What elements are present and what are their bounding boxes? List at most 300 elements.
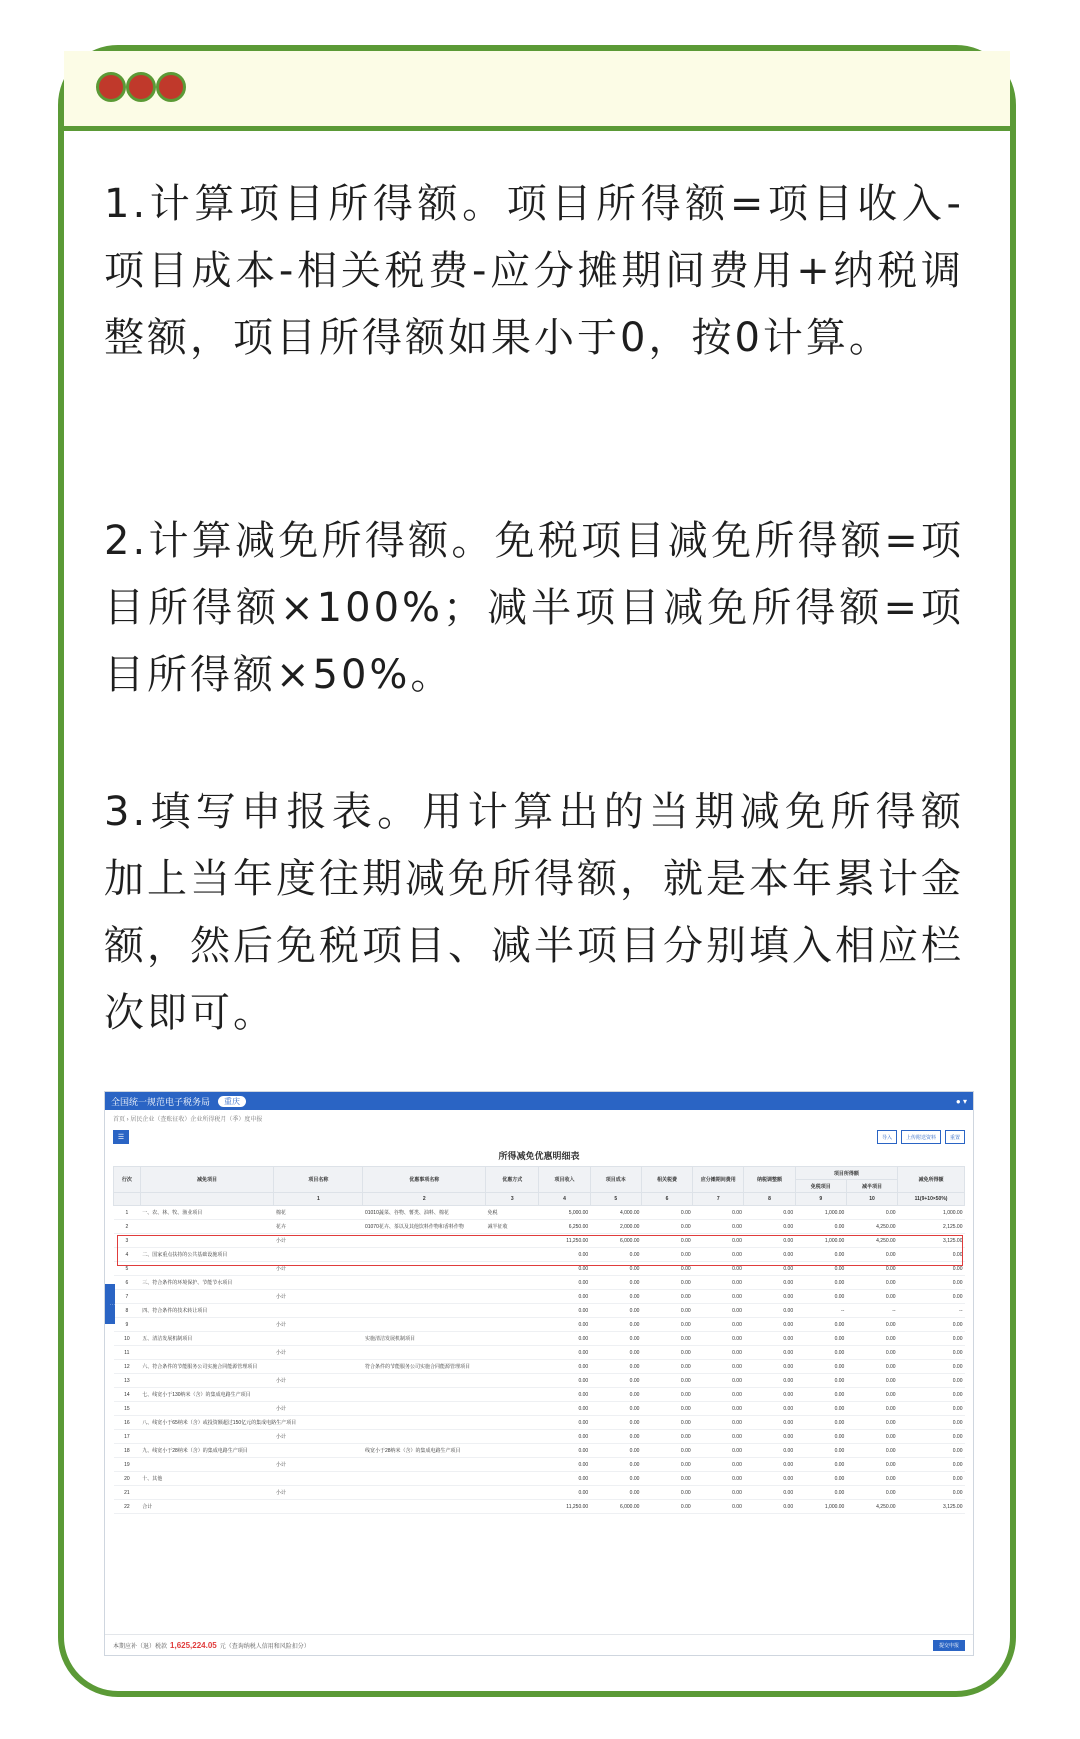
- table-cell[interactable]: [485, 1360, 538, 1374]
- table-cell[interactable]: [485, 1444, 538, 1458]
- table-title: 所得减免优惠明细表: [498, 1151, 580, 1161]
- header-cell: 优惠方式: [485, 1167, 538, 1193]
- table-cell[interactable]: [363, 1290, 486, 1304]
- table-cell: 0.00: [590, 1472, 641, 1486]
- table-cell[interactable]: [363, 1276, 486, 1290]
- table-cell[interactable]: [485, 1430, 538, 1444]
- column-number-cell: 7: [693, 1193, 744, 1206]
- table-cell: 5,000.00: [539, 1206, 590, 1220]
- table-row: [114, 1360, 965, 1374]
- table-row: [114, 1374, 965, 1388]
- table-cell: 0.00: [898, 1290, 965, 1304]
- table-cell: 0.00: [693, 1304, 744, 1318]
- table-cell: 0.00: [590, 1458, 641, 1472]
- table-cell: 0.00: [898, 1402, 965, 1416]
- header-cell: 相关税费: [641, 1167, 692, 1193]
- table-cell: --: [846, 1304, 897, 1318]
- table-cell[interactable]: 小计: [274, 1458, 363, 1472]
- dot-icon: [126, 72, 156, 102]
- table-cell: 0.00: [898, 1360, 965, 1374]
- table-cell: 0.00: [898, 1346, 965, 1360]
- table-cell: 合计: [140, 1500, 274, 1514]
- header-cell: 项目名称: [274, 1167, 363, 1193]
- table-cell: 4: [114, 1248, 141, 1262]
- table-cell: 0.00: [539, 1388, 590, 1402]
- table-cell: 0.00: [846, 1486, 897, 1500]
- table-cell[interactable]: [485, 1388, 538, 1402]
- table-cell: 0.00: [539, 1290, 590, 1304]
- table-cell[interactable]: [485, 1304, 538, 1318]
- table-cell: 0.00: [795, 1276, 846, 1290]
- table-cell: 0.00: [539, 1444, 590, 1458]
- table-cell: 0.00: [590, 1388, 641, 1402]
- user-menu[interactable]: ● ▾: [955, 1096, 967, 1106]
- table-cell: 0.00: [641, 1374, 692, 1388]
- table-cell: 2,125.00: [898, 1220, 965, 1234]
- table-cell: 0.00: [795, 1374, 846, 1388]
- table-cell: 0.00: [693, 1360, 744, 1374]
- table-cell: 0.00: [898, 1486, 965, 1500]
- table-cell[interactable]: 01010蔬菜、谷物、薯类、油料、棉花: [363, 1206, 486, 1220]
- table-cell: 0.00: [693, 1276, 744, 1290]
- table-cell: 四、符合条件的技术转让项目: [140, 1304, 274, 1318]
- table-cell: 0.00: [693, 1402, 744, 1416]
- table-cell: --: [898, 1304, 965, 1318]
- app-topbar: [105, 1092, 973, 1110]
- table-cell[interactable]: [274, 1304, 363, 1318]
- table-cell: 十、其他: [140, 1472, 274, 1486]
- dot-icon: [96, 72, 126, 102]
- table-cell[interactable]: [485, 1416, 538, 1430]
- footer-label: 本期应补（退）税款: [113, 1643, 168, 1650]
- table-cell: 0.00: [744, 1402, 795, 1416]
- table-cell: 八、线宽小于65纳米（含）或投资额超过150亿元的集成电路生产项目: [140, 1416, 274, 1430]
- table-cell: 0.00: [539, 1430, 590, 1444]
- table-cell: 6,000.00: [590, 1234, 641, 1248]
- table-cell: 0.00: [846, 1318, 897, 1332]
- table-cell: 2,000.00: [590, 1220, 641, 1234]
- table-cell: 0.00: [898, 1332, 965, 1346]
- table-cell[interactable]: [274, 1276, 363, 1290]
- footer-note: （查询纳税人信用和风险扣分）: [225, 1643, 310, 1650]
- table-cell: 0.00: [795, 1290, 846, 1304]
- table-cell: 6: [114, 1276, 141, 1290]
- table-cell[interactable]: 免税: [485, 1206, 538, 1220]
- table-cell: 0.00: [846, 1332, 897, 1346]
- table-cell[interactable]: [485, 1472, 538, 1486]
- region-badge[interactable]: 重庆: [218, 1096, 246, 1107]
- reset-button[interactable]: 重置: [945, 1130, 965, 1144]
- table-cell: 0.00: [898, 1262, 965, 1276]
- table-cell: 0.00: [744, 1388, 795, 1402]
- table-cell: 0.00: [795, 1416, 846, 1430]
- table-cell: 0.00: [539, 1458, 590, 1472]
- table-cell: 4,000.00: [590, 1206, 641, 1220]
- table-cell[interactable]: [274, 1500, 363, 1514]
- table-cell: 0.00: [641, 1472, 692, 1486]
- table-cell[interactable]: 符合条件的节能服务公司实施合同能源管理项目: [363, 1360, 486, 1374]
- table-cell: 0.00: [795, 1360, 846, 1374]
- header-cell: 纳税调整额: [744, 1167, 795, 1193]
- table-cell: 0.00: [641, 1416, 692, 1430]
- table-cell: 0.00: [641, 1262, 692, 1276]
- column-number-cell: 2: [363, 1193, 486, 1206]
- table-cell: 0.00: [641, 1360, 692, 1374]
- table-cell: 0.00: [641, 1248, 692, 1262]
- table-cell: 8: [114, 1304, 141, 1318]
- table-cell: [140, 1402, 274, 1416]
- table-cell: 0.00: [898, 1318, 965, 1332]
- upload-button[interactable]: 上传附送资料: [901, 1130, 941, 1144]
- table-cell: 0.00: [898, 1276, 965, 1290]
- table-cell[interactable]: 小计: [274, 1486, 363, 1500]
- table-cell: 0.00: [744, 1486, 795, 1500]
- table-cell: 0.00: [744, 1430, 795, 1444]
- table-cell: [140, 1458, 274, 1472]
- table-cell: 0.00: [846, 1430, 897, 1444]
- column-number-cell: 9: [795, 1193, 846, 1206]
- table-cell: 1,000.00: [898, 1206, 965, 1220]
- table-cell: 1,000.00: [795, 1206, 846, 1220]
- table-cell: 21: [114, 1486, 141, 1500]
- table-cell: 0.00: [846, 1458, 897, 1472]
- highlight-box: [117, 1235, 963, 1266]
- table-cell: 17: [114, 1430, 141, 1444]
- table-cell: 0.00: [590, 1444, 641, 1458]
- table-cell: 0.00: [846, 1402, 897, 1416]
- table-cell[interactable]: [363, 1388, 486, 1402]
- column-number-cell: 6: [641, 1193, 692, 1206]
- header-cell: 行次: [114, 1167, 141, 1193]
- table-row: [114, 1276, 965, 1290]
- table-cell[interactable]: 小计: [274, 1346, 363, 1360]
- table-cell: 0.00: [590, 1416, 641, 1430]
- header-cell: 减半项目: [846, 1180, 897, 1193]
- table-cell: 0.00: [693, 1346, 744, 1360]
- table-cell: 0.00: [744, 1332, 795, 1346]
- dot-icon: [156, 72, 186, 102]
- table-cell: 16: [114, 1416, 141, 1430]
- table-cell[interactable]: [363, 1318, 486, 1332]
- table-cell: 0.00: [539, 1318, 590, 1332]
- side-tab[interactable]: ⋮: [105, 1284, 115, 1324]
- table-cell: 0.00: [744, 1444, 795, 1458]
- footer-bar: [105, 1634, 973, 1655]
- card: [58, 45, 1016, 1697]
- table-row: [114, 1430, 965, 1444]
- table-cell: 12: [114, 1360, 141, 1374]
- table-cell: 0.00: [590, 1276, 641, 1290]
- table-cell[interactable]: [363, 1402, 486, 1416]
- table-cell: 0.00: [590, 1290, 641, 1304]
- table-cell: 0.00: [846, 1416, 897, 1430]
- table-cell: 九、线宽小于28纳米（含）的集成电路生产项目: [140, 1444, 274, 1458]
- table-cell: 0.00: [744, 1220, 795, 1234]
- table-cell: 0.00: [846, 1206, 897, 1220]
- table-cell[interactable]: [363, 1304, 486, 1318]
- table-cell: 1: [114, 1206, 141, 1220]
- table-row: [114, 1220, 965, 1234]
- column-number-cell: 8: [744, 1193, 795, 1206]
- table-cell: 0.00: [539, 1472, 590, 1486]
- table-cell: 0.00: [795, 1472, 846, 1486]
- table-cell[interactable]: [485, 1486, 538, 1500]
- table-cell[interactable]: [274, 1472, 363, 1486]
- table-cell: 0.00: [590, 1318, 641, 1332]
- data-table: [113, 1166, 965, 1514]
- table-cell: 0.00: [539, 1262, 590, 1276]
- column-number-cell: 5: [590, 1193, 641, 1206]
- table-cell[interactable]: [363, 1430, 486, 1444]
- table-cell: 0.00: [539, 1332, 590, 1346]
- table-cell: 0.00: [641, 1220, 692, 1234]
- table-cell: 一、农、林、牧、渔业项目: [140, 1206, 274, 1220]
- table-row: [114, 1388, 965, 1402]
- table-cell: 0.00: [693, 1430, 744, 1444]
- table-cell: 11,250.00: [539, 1500, 590, 1514]
- table-row: [114, 1402, 965, 1416]
- header-cell: 减免所得额: [898, 1167, 965, 1193]
- paragraph-3: 3.填写申报表。用计算出的当期减免所得额加上当年度往期减免所得额，就是本年累计金额，然后免税项目、减半项目分别填入相应栏次即可。: [104, 789, 964, 1036]
- column-number-cell: [114, 1193, 141, 1206]
- table-cell: 0.00: [846, 1248, 897, 1262]
- table-cell[interactable]: 实施清洁发展机制项目: [363, 1332, 486, 1346]
- table-cell: 0.00: [744, 1206, 795, 1220]
- table-cell: 0.00: [693, 1374, 744, 1388]
- table-cell: 0.00: [539, 1276, 590, 1290]
- table-cell: 0.00: [795, 1402, 846, 1416]
- table-cell[interactable]: 小计: [274, 1262, 363, 1276]
- table-cell: 0.00: [590, 1332, 641, 1346]
- table-cell: 0.00: [744, 1248, 795, 1262]
- table-cell: 0.00: [641, 1318, 692, 1332]
- table-row: [114, 1416, 965, 1430]
- table-cell: 0.00: [693, 1290, 744, 1304]
- table-cell[interactable]: [485, 1318, 538, 1332]
- table-cell[interactable]: [274, 1444, 363, 1458]
- paragraph-1: 1.计算项目所得额。项目所得额=项目收入-项目成本-相关税费-应分摊期间费用+纳税调整额，项目所得额如果小于0，按0计算。: [104, 181, 964, 361]
- table-cell: 4,250.00: [846, 1234, 897, 1248]
- table-cell: 0.00: [744, 1276, 795, 1290]
- table-cell: 0.00: [795, 1388, 846, 1402]
- table-cell: [140, 1486, 274, 1500]
- table-cell: 三、符合条件的环境保护、节能节水项目: [140, 1276, 274, 1290]
- table-cell: 0.00: [693, 1262, 744, 1276]
- table-cell: 0.00: [795, 1346, 846, 1360]
- table-cell[interactable]: [485, 1500, 538, 1514]
- table-row: [114, 1500, 965, 1514]
- table-cell: 0.00: [795, 1430, 846, 1444]
- table-cell: 0.00: [539, 1248, 590, 1262]
- table-cell[interactable]: [485, 1290, 538, 1304]
- table-cell: 4,250.00: [846, 1500, 897, 1514]
- table-cell: 0.00: [641, 1458, 692, 1472]
- import-button[interactable]: 导入: [877, 1130, 897, 1144]
- table-cell[interactable]: [485, 1374, 538, 1388]
- table-cell[interactable]: 线宽小于28纳米（含）的集成电路生产项目: [363, 1444, 486, 1458]
- table-cell: 0.00: [693, 1318, 744, 1332]
- table-cell: 9: [114, 1318, 141, 1332]
- table-cell: 0.00: [898, 1444, 965, 1458]
- table-row: [114, 1206, 965, 1220]
- table-cell: 13: [114, 1374, 141, 1388]
- table-cell[interactable]: [363, 1458, 486, 1472]
- table-cell: 4,250.00: [846, 1220, 897, 1234]
- table-cell: 0.00: [693, 1458, 744, 1472]
- table-cell: 20: [114, 1472, 141, 1486]
- table-cell: 0.00: [795, 1220, 846, 1234]
- table-cell: 0.00: [795, 1486, 846, 1500]
- table-cell[interactable]: [274, 1388, 363, 1402]
- table-cell: 0.00: [641, 1388, 692, 1402]
- table-row: [114, 1486, 965, 1500]
- table-cell: 6,000.00: [590, 1500, 641, 1514]
- table-cell: 二、国家重点扶持的公共基础设施项目: [140, 1248, 274, 1262]
- table-cell: 0.00: [641, 1304, 692, 1318]
- table-cell: 0.00: [693, 1220, 744, 1234]
- menu-button[interactable]: ☰: [113, 1130, 129, 1144]
- breadcrumb: 首页 › 居民企业（查账征收）企业所得税月（季）度申报: [113, 1117, 263, 1123]
- table-cell: 0.00: [795, 1458, 846, 1472]
- table-cell: 0.00: [744, 1416, 795, 1430]
- table-cell: 0.00: [744, 1472, 795, 1486]
- header-group-cell: 项目所得额: [795, 1167, 897, 1180]
- header-cell: 项目收入: [539, 1167, 590, 1193]
- table-cell: 0.00: [693, 1472, 744, 1486]
- header-cell: 优惠事项名称: [363, 1167, 486, 1193]
- table-cell[interactable]: 小计: [274, 1374, 363, 1388]
- table-cell[interactable]: [363, 1374, 486, 1388]
- table-cell: 0.00: [693, 1486, 744, 1500]
- table-cell: 0.00: [744, 1290, 795, 1304]
- table-cell: 0.00: [539, 1304, 590, 1318]
- table-cell[interactable]: [485, 1276, 538, 1290]
- table-cell: 7: [114, 1290, 141, 1304]
- footer-unit: 元: [219, 1643, 226, 1650]
- table-cell: 0.00: [590, 1262, 641, 1276]
- table-cell: [140, 1290, 274, 1304]
- table-cell[interactable]: [485, 1346, 538, 1360]
- table-cell[interactable]: [485, 1458, 538, 1472]
- table-cell: 0.00: [590, 1248, 641, 1262]
- table-cell: 0.00: [693, 1500, 744, 1514]
- table-cell[interactable]: [485, 1332, 538, 1346]
- table-cell: 0.00: [898, 1248, 965, 1262]
- table-cell[interactable]: [485, 1402, 538, 1416]
- column-number-cell: 3: [485, 1193, 538, 1206]
- table-cell: 0.00: [744, 1500, 795, 1514]
- table-cell: 14: [114, 1388, 141, 1402]
- table-cell: 1,000.00: [795, 1234, 846, 1248]
- table-cell: 18: [114, 1444, 141, 1458]
- table-cell: 0.00: [898, 1430, 965, 1444]
- table-cell[interactable]: 小计: [274, 1234, 363, 1248]
- table-cell: [140, 1374, 274, 1388]
- table-cell[interactable]: 花卉: [274, 1220, 363, 1234]
- table-cell: 0.00: [846, 1374, 897, 1388]
- table-row: [114, 1318, 965, 1332]
- table-cell: 0.00: [590, 1304, 641, 1318]
- table-cell: 0.00: [590, 1486, 641, 1500]
- table-cell[interactable]: 棉花: [274, 1206, 363, 1220]
- table-cell: 0.00: [590, 1402, 641, 1416]
- table-cell[interactable]: [363, 1472, 486, 1486]
- table-cell: 0.00: [846, 1262, 897, 1276]
- table-row: [114, 1304, 965, 1318]
- table-cell: 0.00: [590, 1346, 641, 1360]
- table-cell: [140, 1346, 274, 1360]
- table-cell: 0.00: [744, 1318, 795, 1332]
- table-cell: 0.00: [641, 1402, 692, 1416]
- table-cell: 0.00: [641, 1234, 692, 1248]
- table-row: [114, 1472, 965, 1486]
- table-cell[interactable]: 小计: [274, 1402, 363, 1416]
- table-cell: 0.00: [898, 1388, 965, 1402]
- table-cell[interactable]: [363, 1486, 486, 1500]
- table-cell[interactable]: [363, 1416, 486, 1430]
- table-cell: 0.00: [641, 1346, 692, 1360]
- table-cell: 0.00: [641, 1444, 692, 1458]
- table-cell: [140, 1220, 274, 1234]
- table-row: [114, 1444, 965, 1458]
- table-cell: 0.00: [898, 1416, 965, 1430]
- table-cell: 0.00: [641, 1332, 692, 1346]
- table-cell: 五、清洁发展机制项目: [140, 1332, 274, 1346]
- table-cell: 0.00: [539, 1360, 590, 1374]
- table-cell[interactable]: 小计: [274, 1318, 363, 1332]
- table-cell: 11,250.00: [539, 1234, 590, 1248]
- table-cell: 0.00: [795, 1332, 846, 1346]
- table-cell: 0.00: [641, 1290, 692, 1304]
- table-cell: 3: [114, 1234, 141, 1248]
- table-cell: 0.00: [846, 1360, 897, 1374]
- table-cell[interactable]: [363, 1346, 486, 1360]
- column-number-cell: 1: [274, 1193, 363, 1206]
- toolbar: [105, 1127, 973, 1147]
- table-cell[interactable]: 减半征收: [485, 1220, 538, 1234]
- table-cell[interactable]: 小计: [274, 1430, 363, 1444]
- table-cell: 0.00: [744, 1458, 795, 1472]
- table-cell: 0.00: [795, 1248, 846, 1262]
- table-cell: 0.00: [539, 1486, 590, 1500]
- table-cell[interactable]: [363, 1500, 486, 1514]
- table-cell: 0.00: [539, 1416, 590, 1430]
- table-cell: 0.00: [590, 1360, 641, 1374]
- submit-button[interactable]: 提交申报: [933, 1640, 965, 1651]
- header-cell: 免税项目: [795, 1180, 846, 1193]
- table-cell: 0.00: [693, 1416, 744, 1430]
- table-cell: 0.00: [846, 1346, 897, 1360]
- table-cell: 0.00: [641, 1276, 692, 1290]
- table-cell[interactable]: 小计: [274, 1290, 363, 1304]
- table-cell: 6,250.00: [539, 1220, 590, 1234]
- paragraph-2: 2.计算减免所得额。免税项目减免所得额=项目所得额×100%；减半项目减免所得额=项目所得额×50%。: [104, 518, 964, 698]
- table-cell: 0.00: [641, 1206, 692, 1220]
- table-cell: 六、符合条件的节能服务公司实施合同能源管理项目: [140, 1360, 274, 1374]
- table-row: [114, 1346, 965, 1360]
- table-cell: 0.00: [693, 1206, 744, 1220]
- table-cell: [140, 1430, 274, 1444]
- table-cell: 0.00: [539, 1402, 590, 1416]
- table-cell: 0.00: [641, 1430, 692, 1444]
- header-cell: 减免项目: [140, 1167, 274, 1193]
- table-cell[interactable]: [274, 1332, 363, 1346]
- table-cell: 0.00: [744, 1234, 795, 1248]
- table-cell: 0.00: [846, 1388, 897, 1402]
- table-cell[interactable]: 01070花卉、茶以及其他饮料作物和香料作物: [363, 1220, 486, 1234]
- table-cell: 0.00: [795, 1444, 846, 1458]
- table-cell[interactable]: [274, 1360, 363, 1374]
